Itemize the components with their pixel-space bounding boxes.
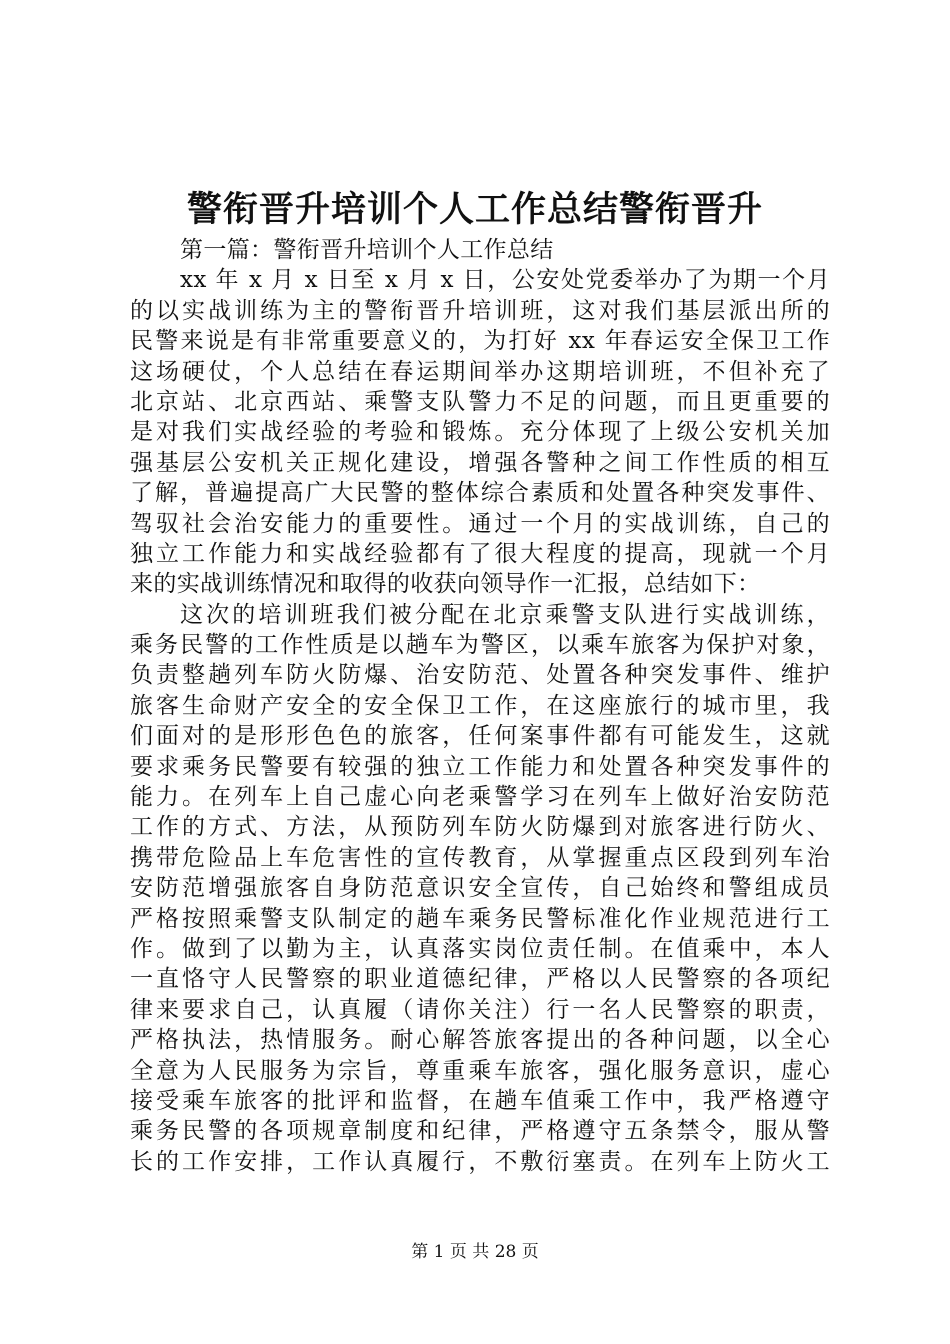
paragraph-line: 严格按照乘警支队制定的趟车乘务民警标准化作业规范进行工 <box>130 905 830 932</box>
paragraph-line: 负责整趟列车防火防爆、治安防范、处置各种突发事件、维护 <box>130 662 830 689</box>
paragraph-line: 要求乘务民警要有较强的独立工作能力和处置各种突发事件的 <box>130 753 830 780</box>
paragraph-line: 这次的培训班我们被分配在北京乘警支队进行实战训练， <box>180 601 830 628</box>
paragraph-line: 工作的方式、方法，从预防列车防火防爆到对旅客进行防火、 <box>130 814 830 841</box>
paragraph-line: 长的工作安排，工作认真履行，不敷衍塞责。在列车上防火工 <box>130 1148 830 1175</box>
paragraph-line: 是对我们实战经验的考验和锻炼。充分体现了上级公安机关加 <box>130 419 830 446</box>
paragraph-line: 接受乘车旅客的批评和监督，在趟车值乘工作中，我严格遵守 <box>130 1087 830 1114</box>
paragraph-line: 能力。在列车上自己虚心向老乘警学习在列车上做好治安防范 <box>130 784 830 811</box>
paragraph-line: 携带危险品上车危害性的宣传教育，从掌握重点区段到列车治 <box>130 844 830 871</box>
paragraph-line: 乘务民警的各项规章制度和纪律，严格遵守五条禁令，服从警 <box>130 1118 830 1145</box>
page-number-footer: 第 1 页 共 28 页 <box>411 1242 539 1262</box>
paragraph-line: 了解，普遍提高广大民警的整体综合素质和处置各种突发事件、 <box>130 480 830 507</box>
paragraph-line: xx 年 x 月 x 日至 x 月 x 日，公安处党委举办了为期一个月 <box>180 267 830 294</box>
paragraph-line: 全意为人民服务为宗旨，尊重乘车旅客，强化服务意识，虚心 <box>130 1057 830 1084</box>
paragraph-line: 们面对的是形形色色的旅客，任何案事件都有可能发生，这就 <box>130 723 830 750</box>
paragraph-line: 这场硬仗，个人总结在春运期间举办这期培训班，不但补充了 <box>130 358 830 385</box>
paragraph-line: 来的实战训练情况和取得的收获向领导作一汇报，总结如下： <box>130 571 761 598</box>
paragraph-line: 安防范增强旅客自身防范意识安全宣传，自己始终和警组成员 <box>130 875 830 902</box>
paragraph-line: 强基层公安机关正规化建设，增强各警种之间工作性质的相互 <box>130 449 830 476</box>
document-title: 警衔晋升培训个人工作总结警衔晋升 <box>186 189 763 230</box>
paragraph-line: 一直恪守人民警察的职业道德纪律，严格以人民警察的各项纪 <box>130 966 830 993</box>
paragraph-line: 严格执法，热情服务。耐心解答旅客提出的各种问题，以全心 <box>130 1027 830 1054</box>
paragraph-line: 的以实战训练为主的警衔晋升培训班，这对我们基层派出所的 <box>130 297 830 324</box>
paragraph-line: 独立工作能力和实战经验都有了很大程度的提高，现就一个月 <box>130 540 830 567</box>
paragraph-line: 北京站、北京西站、乘警支队警力不足的问题，而且更重要的 <box>130 388 830 415</box>
paragraph-line: 驾驭社会治安能力的重要性。通过一个月的实战训练，自己的 <box>130 510 830 537</box>
paragraph-line: 律来要求自己，认真履（请你关注）行一名人民警察的职责， <box>130 996 830 1023</box>
paragraph-line: 作。做到了以勤为主，认真落实岗位责任制。在值乘中，本人 <box>130 935 830 962</box>
paragraph-line: 民警来说是有非常重要意义的，为打好 xx 年春运安全保卫工作 <box>130 328 830 355</box>
paragraph-line: 旅客生命财产安全的安全保卫工作，在这座旅行的城市里，我 <box>130 692 830 719</box>
document-body <box>130 235 830 1177</box>
paragraph-line: 乘务民警的工作性质是以趟车为警区，以乘车旅客为保护对象， <box>130 632 830 659</box>
section-heading: 第一篇：警衔晋升培训个人工作总结 <box>180 237 554 263</box>
